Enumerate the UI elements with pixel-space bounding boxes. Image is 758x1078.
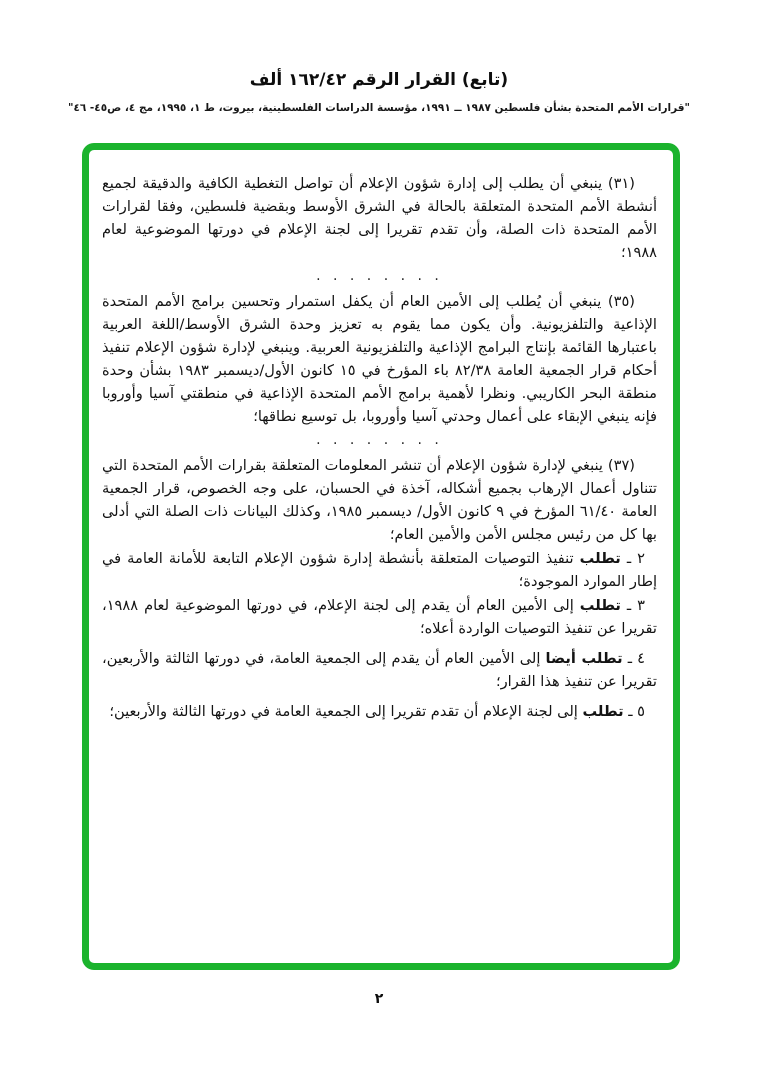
resolution-text <box>102 172 657 723</box>
item-text: إلى الأمين العام أن يقدم إلى الجمعية العامة، في دورتها الثالثة والأربعين، تقريرا عن تنفيذ هذا القرار؛ <box>102 650 657 690</box>
resolution-item-3 <box>102 594 657 640</box>
item-keyword: تطلب <box>582 703 624 720</box>
paragraph-31: (٣١) ينبغي أن يطلب إلى إدارة شؤون الإعلام أن تواصل التغطية الكافية والدقيقة لجميع أنشطة الأمم المتحدة المتعلقة بالحالة في الشرق الأوسط وبقضية فلسطين، وفقا لقرارات الأمم المتحدة ذات الصلة، وأن تقدم تقريرا إلى لجنة الإعلام في دورتها الموضوعية لعام ١٩٨٨؛ <box>102 175 657 261</box>
item-keyword: تطلب أيضا <box>545 650 623 667</box>
dotted-separator-1: . . . . . . . . <box>316 268 443 284</box>
paragraph-37: (٣٧) ينبغي لإدارة شؤون الإعلام أن تنشر المعلومات المتعلقة بقرارات الأمم المتحدة التي تتناول أعمال الإرهاب بجميع أشكاله، آخذة في الحسبان، على وجه الخصوص، قرار الجمعية العامة ٦١/٤٠ المؤرخ في ٩ كانون الأول/ ديسمبر ١٩٨٥، وكذلك البيانات ذات الصلة التي أدلى بها كل من رئيس مجلس الأمن والأمين العام؛ <box>102 457 657 543</box>
item-keyword: تطلب <box>579 597 621 614</box>
item-text: إلى لجنة الإعلام أن تقدم تقريرا إلى الجمعية العامة في دورتها الثالثة والأربعين؛ <box>109 703 578 720</box>
item-number: ٥ ـ <box>628 703 645 720</box>
item-text: تنفيذ التوصيات المتعلقة بأنشطة إدارة شؤون الإعلام التابعة للأمانة العامة في إطار الموارد الموجودة؛ <box>102 550 657 590</box>
content-frame <box>82 143 680 970</box>
dotted-separator-2: . . . . . . . . <box>316 432 443 448</box>
source-citation: "قرارات الأمم المتحدة بشأن فلسطين ١٩٨٧ ــ ١٩٩١، مؤسسة الدراسات الفلسطينية، بيروت، ط ١، ١٩٩٥، مج ٤، ص٤٥- ٤٦" <box>67 102 691 114</box>
resolution-item-4 <box>102 647 657 693</box>
item-number: ٣ ـ <box>626 597 646 614</box>
item-number: ٤ ـ <box>627 650 646 667</box>
item-number: ٢ ـ <box>626 550 645 567</box>
page-number: ٢ <box>374 991 384 1007</box>
resolution-item-2 <box>102 547 657 593</box>
item-keyword: تطلب <box>579 550 621 567</box>
resolution-item-5 <box>102 700 657 723</box>
page-title: (تابع) القرار الرقم ١٦٢/٤٢ ألف <box>249 70 509 90</box>
paragraph-35: (٣٥) ينبغي أن يُطلب إلى الأمين العام أن يكفل استمرار وتحسين برامج الأمم المتحدة الإذاعية والتلفزيونية. وأن يكون مما يقوم به تعزيز وحدة الشرق الأوسط/اللغة العربية باعتبارها القائمة بإنتاج البرامج الإذاعية والتلفزيونية العربية. وينبغي لإدارة شؤون الإعلام تنفيذ أحكام قرار الجمعية العامة ٨٢/٣٨ باء المؤرخ في ١٥ كانون الأول/ديسمبر ١٩٨٣ بشأن وحدة منطقة البحر الكاريبي. ونظرا لأهمية برامج الأمم المتحدة الإذاعية في منطقتي آسيا وأوروبا فإنه ينبغي الإبقاء على أعمال وحدتي آسيا وأوروبا، بل توسيع نطاقها؛ <box>102 293 658 425</box>
item-text: إلى الأمين العام أن يقدم إلى لجنة الإعلام، في دورتها الموضوعية لعام ١٩٨٨، تقريرا عن تنفيذ التوصيات الواردة أعلاه؛ <box>102 597 657 637</box>
